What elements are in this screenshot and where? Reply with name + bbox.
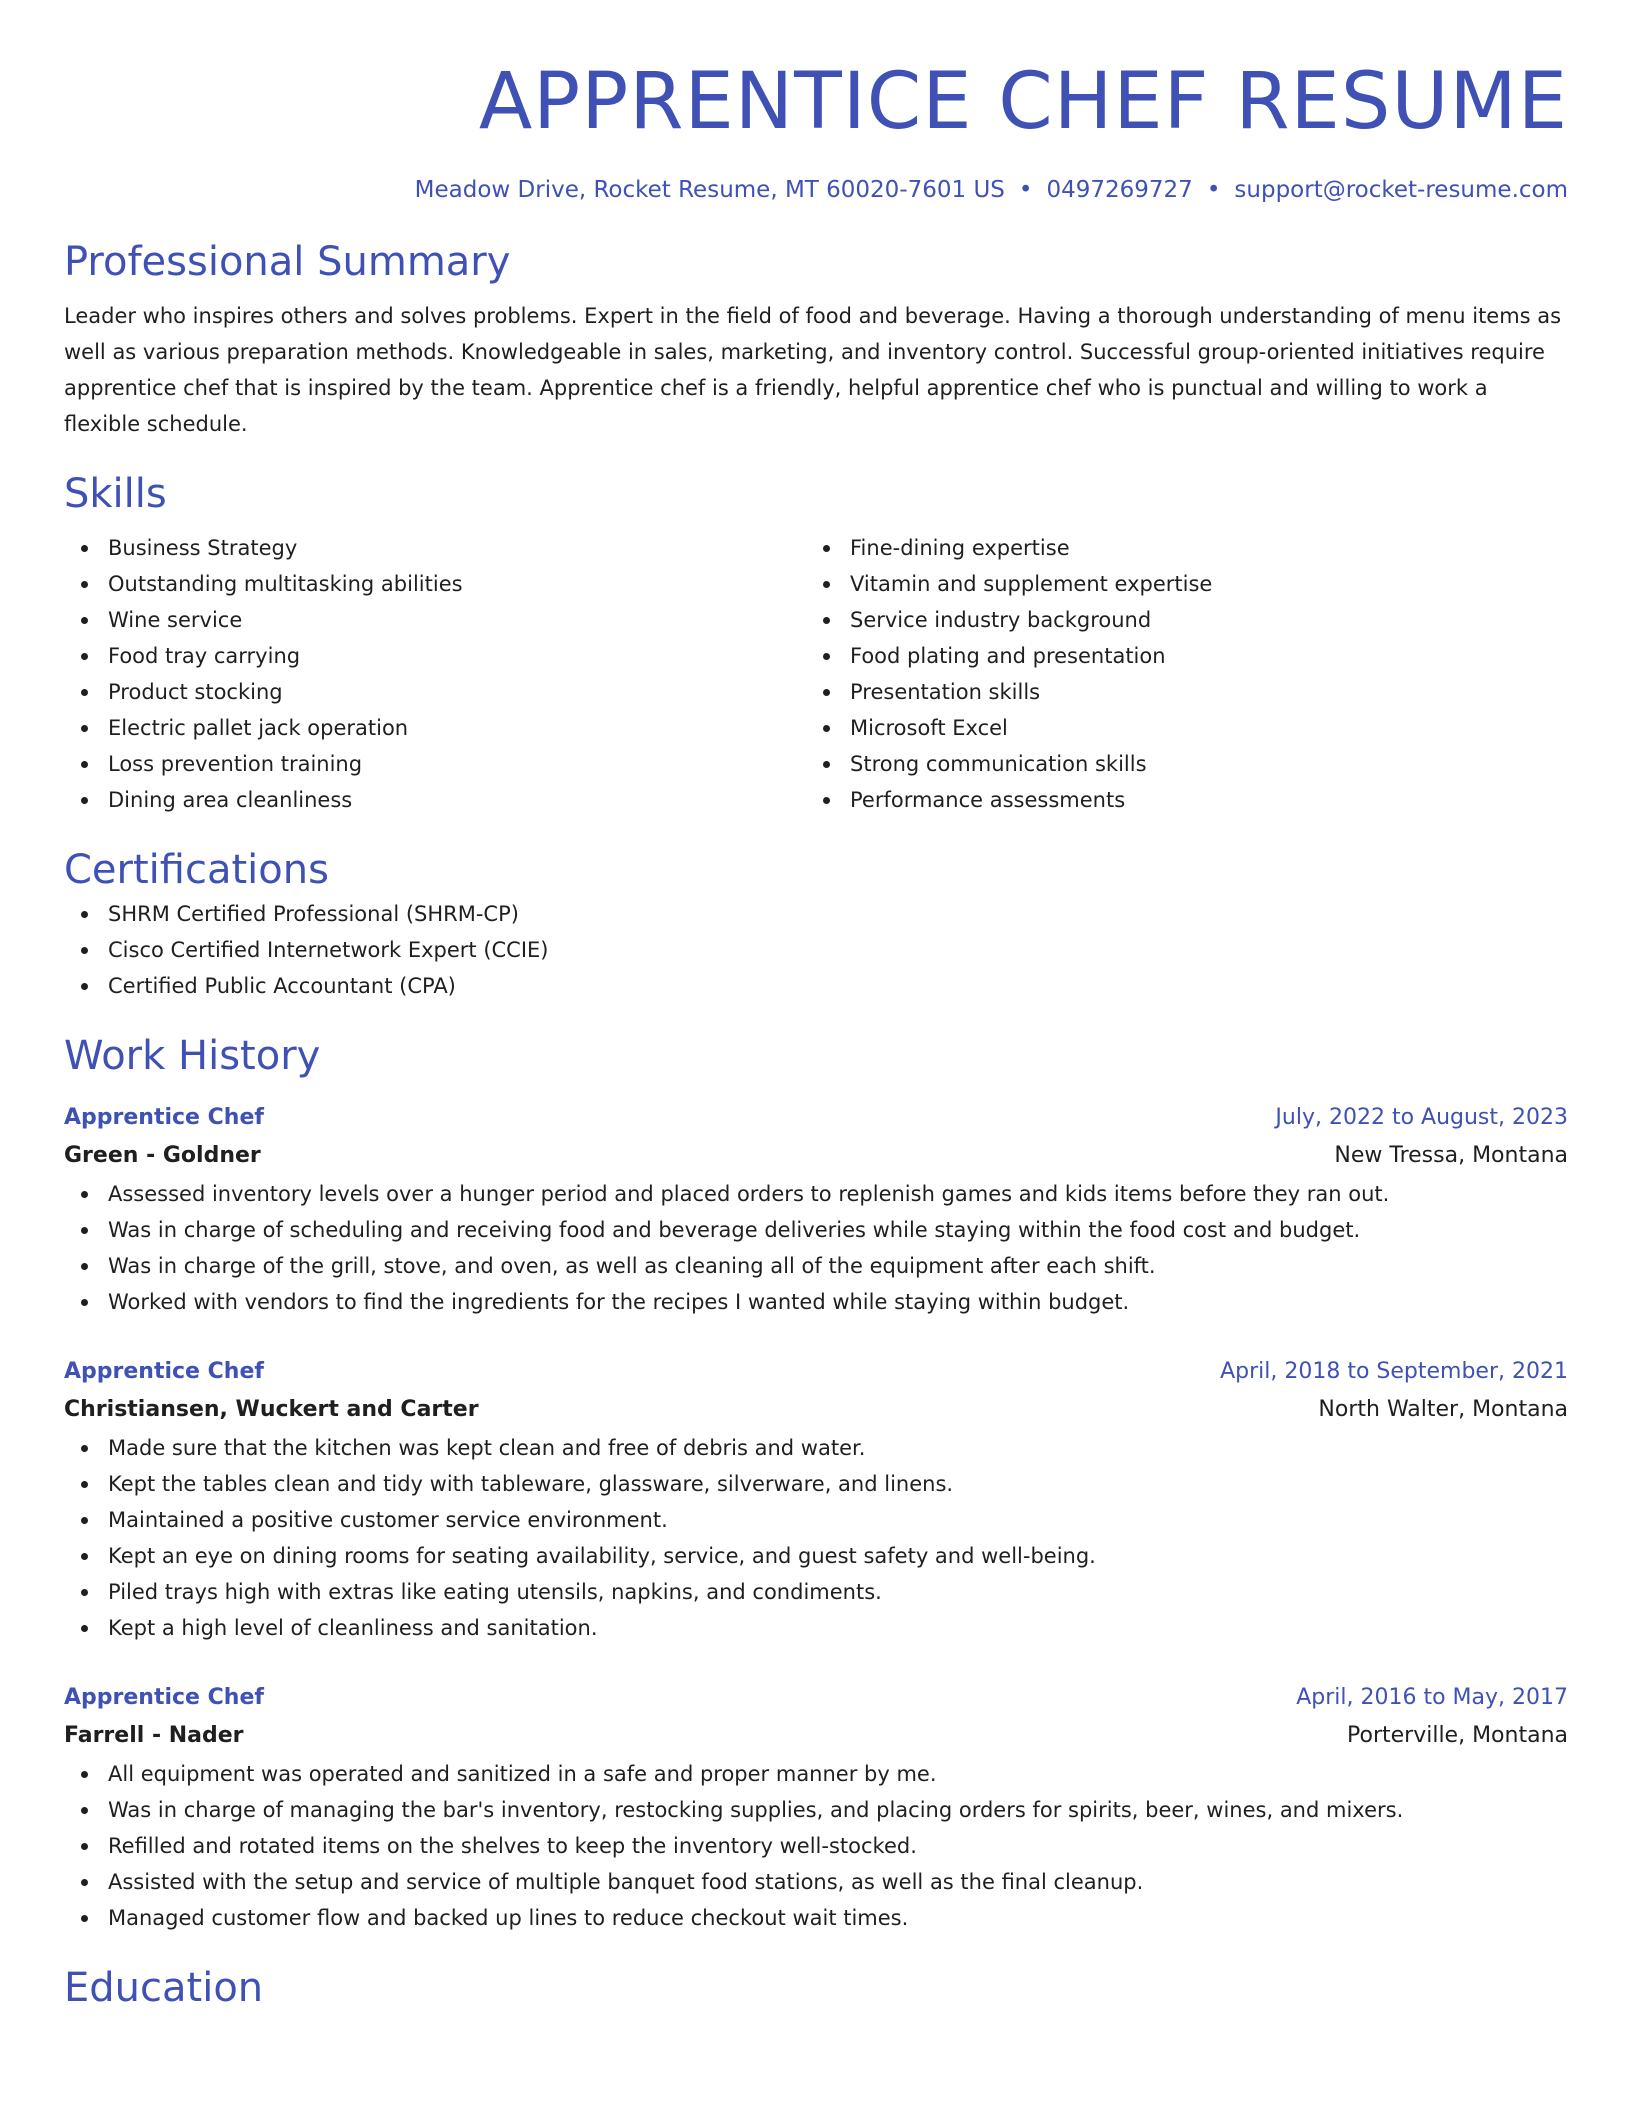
skill-item: Performance assessments — [806, 782, 1548, 818]
certifications-heading: Certifications — [64, 847, 329, 893]
skills-grid — [64, 530, 1568, 818]
job-duties-list — [64, 1756, 1568, 1936]
job-entry — [64, 1100, 1568, 1320]
skill-item: Service industry background — [806, 602, 1548, 638]
certifications-section — [64, 844, 1568, 1004]
skill-item: Food tray carrying — [64, 638, 806, 674]
job-duty: Maintained a positive customer service environment. — [64, 1502, 1568, 1538]
skill-item: Microsoft Excel — [806, 710, 1548, 746]
certification-item: Cisco Certified Internetwork Expert (CCIE) — [64, 932, 1568, 968]
skill-item: Electric pallet jack operation — [64, 710, 806, 746]
certification-item: Certified Public Accountant (CPA) — [64, 968, 1568, 1004]
certification-item: SHRM Certified Professional (SHRM-CP) — [64, 896, 1568, 932]
skill-item: Business Strategy — [64, 530, 806, 566]
job-duties-list — [64, 1176, 1568, 1320]
job-company: Green - Goldner — [64, 1143, 261, 1168]
job-header-row — [64, 1680, 1568, 1716]
job-duty: Assisted with the setup and service of multiple banquet food stations, as well as the final cleanup. — [64, 1864, 1568, 1900]
resume-title: APPRENTICE CHEF RESUME — [478, 57, 1568, 147]
summary-heading: Professional Summary — [64, 239, 511, 285]
job-location: New Tressa, Montana — [1334, 1143, 1568, 1168]
job-duty: Kept an eye on dining rooms for seating availability, service, and guest safety and well-being. — [64, 1538, 1568, 1574]
job-duty: Made sure that the kitchen was kept clean and free of debris and water. — [64, 1430, 1568, 1466]
resume-header — [64, 52, 1568, 206]
job-duty: Refilled and rotated items on the shelves to keep the inventory well-stocked. — [64, 1828, 1568, 1864]
contact-separator: • — [1206, 177, 1221, 203]
contact-line — [64, 174, 1568, 206]
education-section — [64, 1962, 1568, 2014]
job-duty: Piled trays high with extras like eating utensils, napkins, and condiments. — [64, 1574, 1568, 1610]
job-duty: Kept the tables clean and tidy with tableware, glassware, silverware, and linens. — [64, 1466, 1568, 1502]
contact-separator: • — [1018, 177, 1033, 203]
contact-email[interactable]: support@rocket-resume.com — [1234, 177, 1568, 203]
job-duties-list — [64, 1430, 1568, 1646]
job-entry — [64, 1680, 1568, 1936]
skill-item: Wine service — [64, 602, 806, 638]
skills-list-left — [64, 530, 806, 818]
skill-item: Loss prevention training — [64, 746, 806, 782]
education-heading: Education — [64, 1965, 264, 2011]
skill-item: Dining area cleanliness — [64, 782, 806, 818]
job-header-row — [64, 1100, 1568, 1136]
job-location: Porterville, Montana — [1347, 1723, 1568, 1748]
job-title: Apprentice Chef — [64, 1359, 264, 1384]
skill-item: Vitamin and supplement expertise — [806, 566, 1548, 602]
job-duty: Was in charge of managing the bar's inventory, restocking supplies, and placing orders for spirits, beer, wines, and mixers. — [64, 1792, 1568, 1828]
certifications-list — [64, 896, 1568, 1004]
job-header-row — [64, 1354, 1568, 1390]
contact-address: Meadow Drive, Rocket Resume, MT 60020-7601 US — [414, 177, 1005, 203]
work-history-heading: Work History — [64, 1033, 321, 1079]
skill-item: Strong communication skills — [806, 746, 1548, 782]
job-duty: All equipment was operated and sanitized in a safe and proper manner by me. — [64, 1756, 1568, 1792]
summary-text: Leader who inspires others and solves problems. Expert in the field of food and beverage. Having a thorough understanding of menu items as well as various preparation methods. Knowledgeable in sales, marketing, and inventory control. Successful group-oriented initiatives require apprentice chef that is inspired by the team. Apprentice chef is a friendly, helpful apprentice chef who is punctual and willing to work a flexible schedule. — [64, 304, 1562, 436]
job-title: Apprentice Chef — [64, 1685, 264, 1710]
job-company: Farrell - Nader — [64, 1723, 244, 1748]
work-history-section — [64, 1030, 1568, 1936]
job-duty: Was in charge of scheduling and receiving food and beverage deliveries while staying within the food cost and budget. — [64, 1212, 1568, 1248]
job-company: Christiansen, Wuckert and Carter — [64, 1397, 479, 1422]
summary-section — [64, 236, 1568, 442]
skills-list-right — [806, 530, 1548, 818]
job-company-row — [64, 1390, 1568, 1430]
job-duty: Worked with vendors to find the ingredients for the recipes I wanted while staying within budget. — [64, 1284, 1568, 1320]
skill-item: Fine-dining expertise — [806, 530, 1548, 566]
job-dates: April, 2016 to May, 2017 — [1296, 1685, 1568, 1710]
job-duty: Kept a high level of cleanliness and sanitation. — [64, 1610, 1568, 1646]
job-dates: July, 2022 to August, 2023 — [1275, 1105, 1568, 1130]
skills-heading: Skills — [64, 471, 167, 517]
job-title: Apprentice Chef — [64, 1105, 264, 1130]
job-entry — [64, 1354, 1568, 1646]
job-dates: April, 2018 to September, 2021 — [1220, 1359, 1568, 1384]
contact-phone: 0497269727 — [1046, 177, 1193, 203]
job-duty: Assessed inventory levels over a hunger period and placed orders to replenish games and kids items before they ran out. — [64, 1176, 1568, 1212]
job-company-row — [64, 1716, 1568, 1756]
skills-section — [64, 468, 1568, 818]
skill-item: Food plating and presentation — [806, 638, 1548, 674]
job-company-row — [64, 1136, 1568, 1176]
job-location: North Walter, Montana — [1318, 1397, 1568, 1422]
skill-item: Outstanding multitasking abilities — [64, 566, 806, 602]
job-duty: Managed customer flow and backed up lines to reduce checkout wait times. — [64, 1900, 1568, 1936]
skill-item: Product stocking — [64, 674, 806, 710]
job-duty: Was in charge of the grill, stove, and oven, as well as cleaning all of the equipment after each shift. — [64, 1248, 1568, 1284]
skill-item: Presentation skills — [806, 674, 1548, 710]
